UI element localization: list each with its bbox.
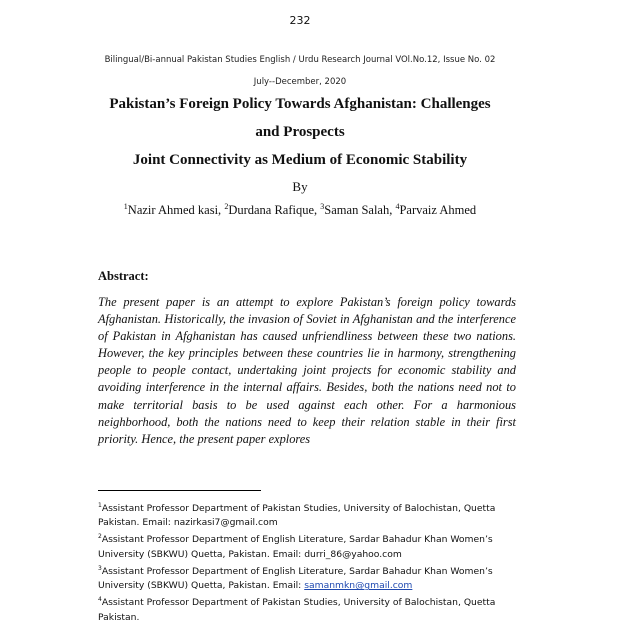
footnote-divider [98,490,261,491]
footnote: $^2$Assistant Professor Department of English Literature, Sardar Bahadur Khan Women’s University (SBKWU) Quetta, Pakistan. Email: durri_86@yahoo.com [98,533,493,560]
article-title-line-1: Pakistan’s Foreign Policy Towards Afghanistan: Challenges [109,96,491,112]
footnote: $^1$Assistant Professor Department of Pakistan Studies, University of Balochistan, Quetta Pakistan. Email: nazirkasi7@gmail.com [98,502,496,529]
author: $^4$Parvaiz Ahmed [395,202,477,218]
article-title-line-2: and Prospects [255,124,345,140]
article-subtitle: Joint Connectivity as Medium of Economic Stability [132,152,468,168]
footnote: $^4$Assistant Professor Department of Pakistan Studies, University of Balochistan, Quetta Pakistan. [98,596,496,623]
footnotes [98,499,518,625]
journal-header: Bilingual/Bi-annual Pakistan Studies English / Urdu Research Journal VOl.No.12, Issue No. 02 [104,55,496,65]
by-line: By [292,179,308,194]
abstract-heading: Abstract: [98,269,149,283]
author: $^3$Saman Salah, [320,202,396,218]
email-link[interactable]: samanmkn@gmail.com [304,580,413,592]
footnote: $^3$Assistant Professor Department of English Literature, Sardar Bahadur Khan Women’s University (SBKWU) Quetta, Pakistan. Email: samanmkn@gmail.com [98,564,493,592]
issue-date: July--December, 2020 [253,77,347,87]
author-list [0,202,600,218]
author: $^2$Durdana Rafique, [224,202,321,218]
author: $^1$Nazir Ahmed kasi, [123,202,225,218]
page-number: 232 [289,14,311,27]
abstract-body: The present paper is an attempt to explore Pakistan’s foreign policy towards Afghanistan. Historically, the invasion of Soviet in Afghanistan and the interference of Pakistan in Afghanistan has caused unfriendliness between these two nations. However, the key principles between these countries lie in harmony, strengthening people to people contact, undertaking joint projects for economic stability and avoiding interference in the internal affairs. Besides, both the nations need not to make territorial basis to be used against each other. For a harmonious neighborhood, both the nations need to keep their relation stable in their first priority. Hence, the present paper explores [98,295,516,446]
